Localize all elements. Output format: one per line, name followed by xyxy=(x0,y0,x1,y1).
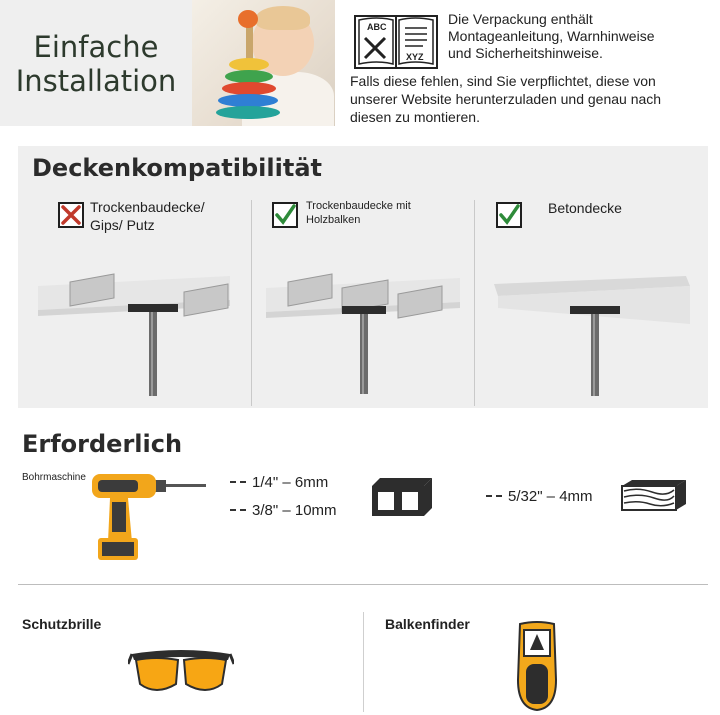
check-mark-icon xyxy=(496,202,522,228)
ceiling-label-line: Betondecke xyxy=(548,200,622,216)
column-divider xyxy=(251,200,252,406)
tool-column-divider xyxy=(363,612,364,712)
ceiling-label-concrete xyxy=(548,199,622,217)
concrete-ceiling-illustration xyxy=(490,264,702,401)
drill-bit-icon xyxy=(486,495,502,499)
package-line-1: Die Verpackung enthält xyxy=(448,11,593,27)
download-line-2: unserer Website herunterzuladen und genau nach xyxy=(350,91,662,107)
baby-photo xyxy=(192,0,335,126)
title-line-1: Einfache xyxy=(33,30,159,64)
package-contents-text xyxy=(448,11,718,62)
manual-icon-text-top: ABC xyxy=(367,22,387,32)
download-line-1: Falls diese fehlen, sind Sie verpflichtet, diese von xyxy=(350,73,656,89)
stud-finder-icon xyxy=(514,620,560,712)
required-heading: Erforderlich xyxy=(22,430,183,458)
drill-bit-masonry-small xyxy=(230,474,328,491)
drywall-ceiling-illustration xyxy=(34,266,244,401)
drywall-beam-ceiling-illustration xyxy=(262,266,472,401)
drill-label: Bohrmaschine xyxy=(22,472,86,483)
download-line-3: diesen zu montieren. xyxy=(350,109,480,125)
column-divider xyxy=(474,200,475,406)
tool-label-safety-glasses: Schutzbrille xyxy=(22,616,102,632)
drill-bit-icon xyxy=(230,481,246,485)
ceiling-label-line: Trockenbaudecke mit xyxy=(306,200,411,212)
manual-icon-text-bottom: XYZ xyxy=(406,52,424,62)
bit-size-label: 1/4" – 6mm xyxy=(252,474,329,491)
brick-icon xyxy=(368,476,434,518)
compatibility-heading: Deckenkompatibilität xyxy=(32,154,322,182)
package-line-3: und Sicherheitshinweise. xyxy=(448,45,603,61)
bit-size-label: 5/32" – 4mm xyxy=(508,488,593,505)
package-line-2: Montageanleitung, Warnhinweise xyxy=(448,28,655,44)
ceiling-label-drywall-beams xyxy=(306,199,411,227)
ceiling-label-line: Holzbalken xyxy=(306,214,361,226)
title-line-2: Installation xyxy=(15,64,177,98)
manual-book-icon xyxy=(353,12,439,72)
ceiling-label-line: Trockenbaudecke/ xyxy=(90,199,205,215)
download-notice-text xyxy=(350,72,720,126)
title-panel xyxy=(0,0,192,126)
tool-label-stud-finder: Balkenfinder xyxy=(385,616,470,632)
drill-icon xyxy=(88,470,210,562)
wood-icon xyxy=(618,478,688,512)
safety-glasses-icon xyxy=(128,644,234,698)
ceiling-label-drywall xyxy=(90,198,205,234)
drill-bit-wood xyxy=(486,488,593,505)
ceiling-label-line: Gips/ Putz xyxy=(90,217,155,233)
drill-bit-masonry-large xyxy=(230,502,337,519)
cross-mark-icon xyxy=(58,202,84,228)
drill-bit-icon xyxy=(230,509,246,513)
check-mark-icon xyxy=(272,202,298,228)
section-divider xyxy=(18,584,708,585)
bit-size-label: 3/8" – 10mm xyxy=(252,502,337,519)
ceiling-compatibility-panel xyxy=(18,146,708,408)
